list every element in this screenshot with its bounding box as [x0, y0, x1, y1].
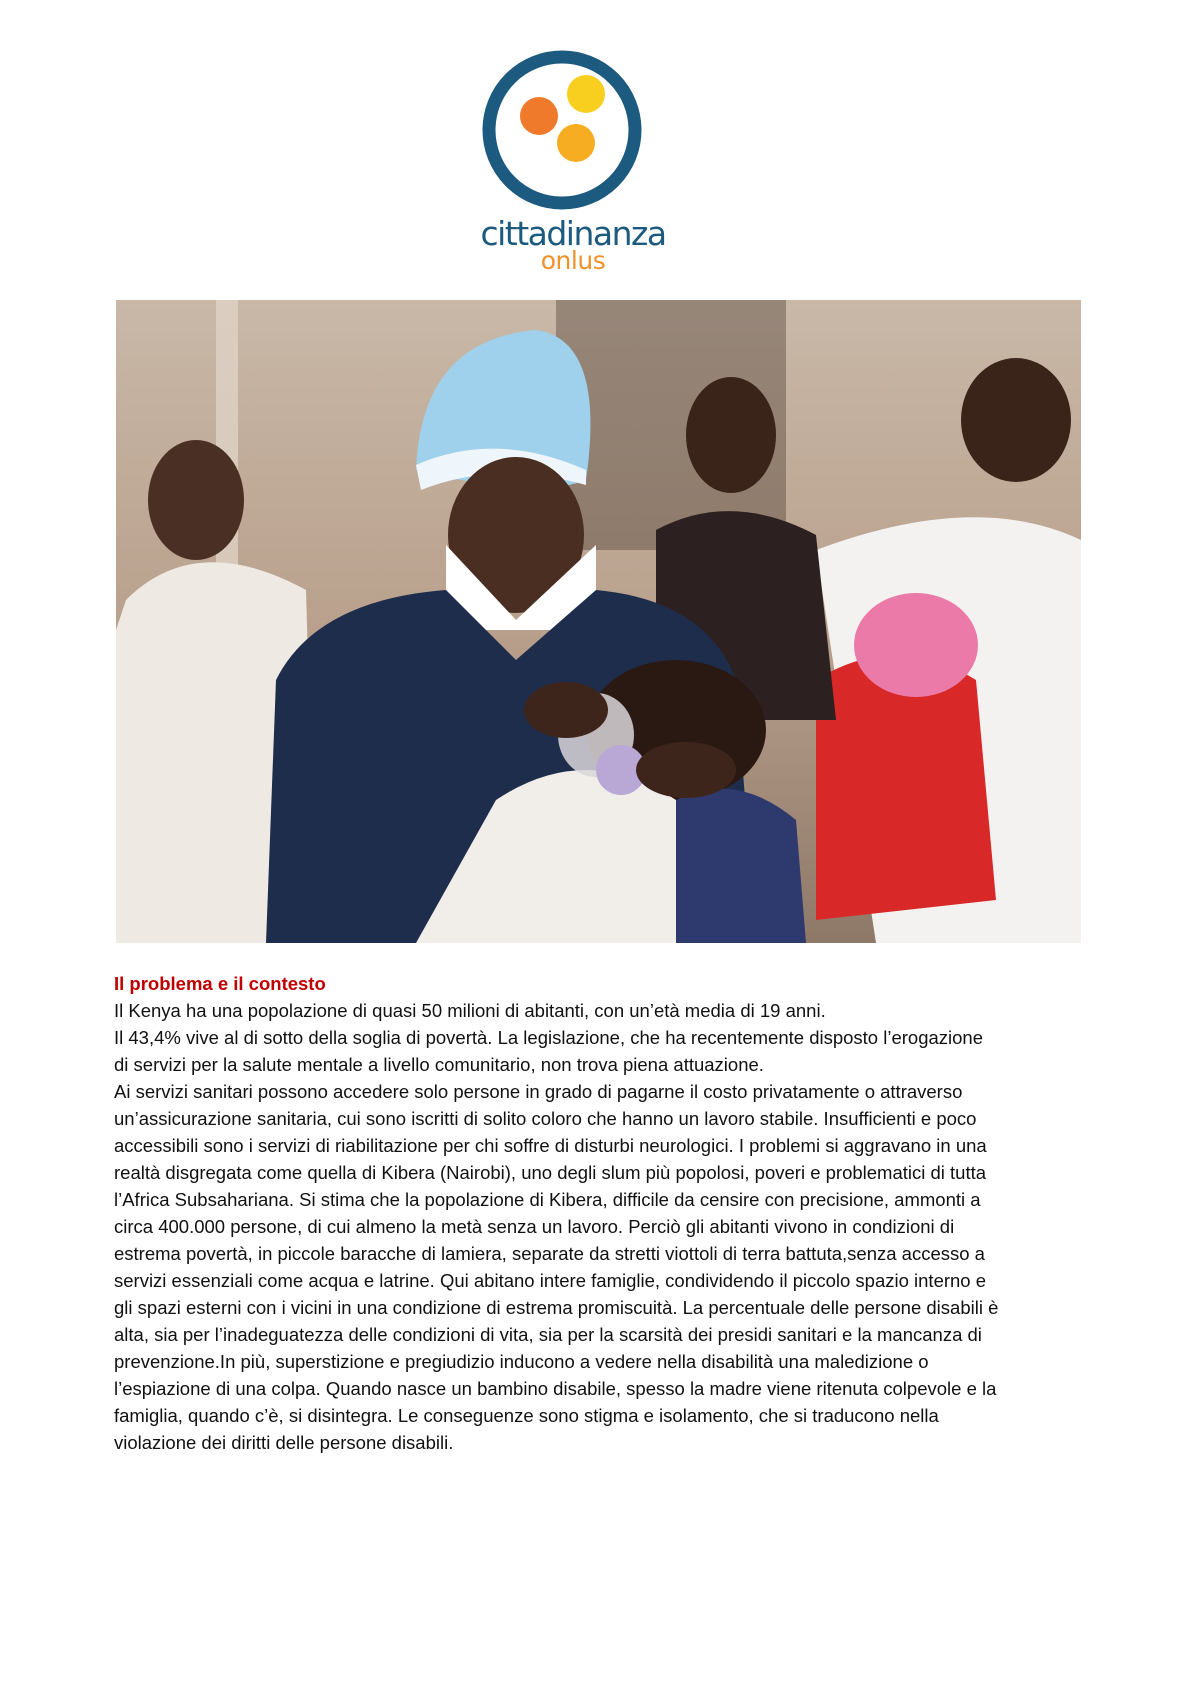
problem-context-section: [114, 970, 1094, 1456]
cittadinanza-logo: [478, 46, 668, 278]
logo-wordmark: cittadinanza: [480, 214, 666, 253]
section-heading: Il problema e il contesto: [114, 973, 326, 994]
body-line: Ai servizi sanitari possono accedere solo persone in grado di pagarne il costo privatamente o attraverso: [114, 1081, 963, 1102]
body-line: circa 400.000 persone, di cui almeno la metà senza un lavoro. Perciò gli abitanti vivono in condizioni di: [114, 1216, 955, 1237]
logo-subtitle: onlus: [540, 246, 606, 275]
body-line: estrema povertà, in piccole baracche di lamiera, separate da stretti viottoli di terra battuta,senza accesso a: [114, 1243, 985, 1264]
body-line: l’Africa Subsahariana. Si stima che la popolazione di Kibera, difficile da censire con precisione, ammonti a: [114, 1189, 981, 1210]
body-line: un’assicurazione sanitaria, cui sono iscritti di solito coloro che hanno un lavoro stabile. Insufficienti e poco: [114, 1108, 977, 1129]
body-line: l’espiazione di una colpa. Quando nasce un bambino disabile, spesso la madre viene ritenuta colpevole e la: [114, 1378, 997, 1399]
body-line: alta, sia per l’inadeguatezza delle condizioni di vita, sia per la scarsità dei presidi sanitari e la mancanza di: [114, 1324, 982, 1345]
body-line: di servizi per la salute mentale a livello comunitario, non trova piena attuazione.: [114, 1054, 764, 1075]
body-line: violazione dei diritti delle persone disabili.: [114, 1432, 454, 1453]
body-line: accessibili sono i servizi di riabilitazione per chi soffre di disturbi neurologici. I problemi si aggravano in una: [114, 1135, 987, 1156]
body-line: gli spazi esterni con i vicini in una condizione di estrema promiscuità. La percentuale delle persone disabili è: [114, 1297, 999, 1318]
body-line: realtà disgregata come quella di Kibera (Nairobi), uno degli slum più popolosi, poveri e problematici di tutta: [114, 1162, 987, 1183]
logo-mark-icon: [478, 46, 668, 216]
body-line: Il 43,4% vive al di sotto della soglia di povertà. La legislazione, che ha recentemente disposto l’erogazione: [114, 1027, 984, 1048]
body-line: prevenzione.In più, superstizione e pregiudizio inducono a vedere nella disabilità una maledizione o: [114, 1351, 929, 1372]
woman-feeding-child-photo: [116, 300, 1081, 943]
body-line: famiglia, quando c’è, si disintegra. Le conseguenze sono stigma e isolamento, che si traducono nella: [114, 1405, 939, 1426]
body-line: Il Kenya ha una popolazione di quasi 50 milioni di abitanti, con un’età media di 19 anni.: [114, 1000, 826, 1021]
body-line: servizi essenziali come acqua e latrine. Qui abitano intere famiglie, condividendo il piccolo spazio interno e: [114, 1270, 987, 1291]
